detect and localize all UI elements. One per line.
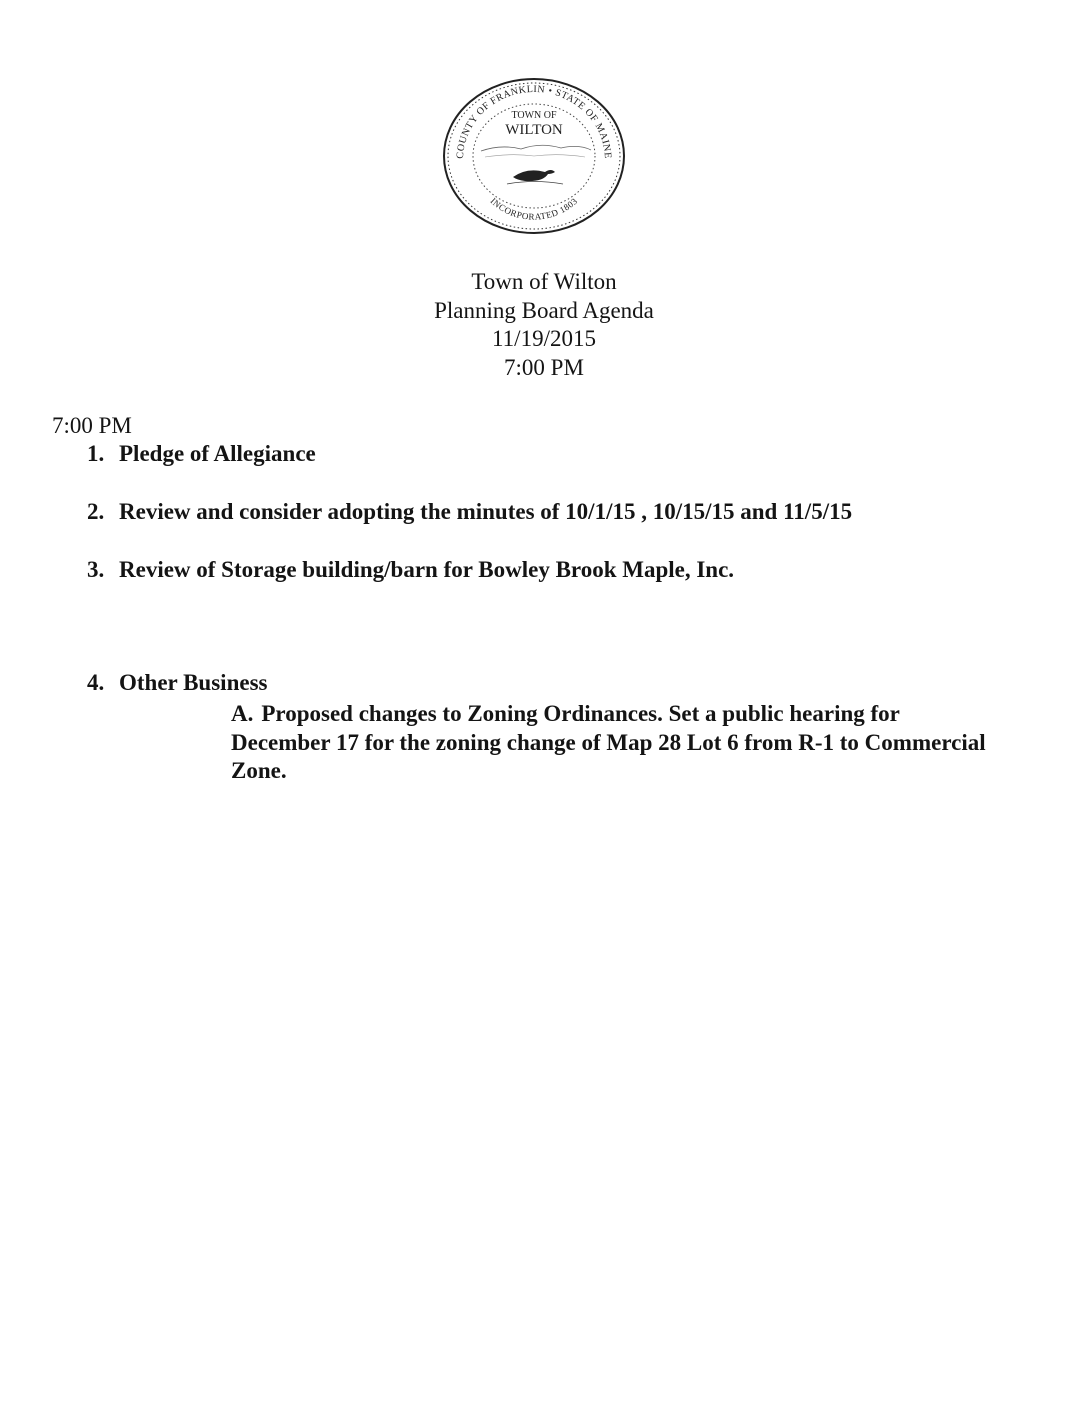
agenda-item-number: 4. [87, 670, 105, 695]
agenda-header [0, 268, 1088, 382]
seal-town-name: WILTON [505, 122, 563, 138]
sub-item-text: Proposed changes to Zoning Ordinances. Set a public hearing for December 17 for the zoning change of Map 28 Lot 6 from R-1 to Commercial Zone. [231, 701, 986, 783]
svg-text:INCORPORATED 1803 [489, 196, 580, 222]
agenda-item-text: Review and consider adopting the minutes of 10/1/15 , 10/15/15 and 11/5/15 [119, 499, 853, 524]
agenda-sub-item [231, 700, 991, 786]
agenda-item-text: Review of Storage building/barn for Bowley Brook Maple, Inc. [119, 557, 735, 582]
sub-item-letter: A. [231, 701, 254, 726]
header-title: Planning Board Agenda [434, 297, 654, 323]
agenda-item [87, 499, 852, 525]
town-seal [441, 76, 627, 236]
agenda-item-text: Other Business [119, 670, 268, 695]
agenda-item-number: 2. [87, 499, 105, 524]
seal-top-small: TOWN OF [511, 110, 557, 121]
header-time: 7:00 PM [504, 354, 584, 380]
seal-bottom-text: INCORPORATED 1803 [488, 195, 580, 222]
agenda-item-number: 1. [87, 441, 105, 466]
agenda-item-number: 3. [87, 557, 105, 582]
agenda-item [87, 557, 734, 583]
seal-outer-text: COUNTY OF FRANKLIN • STATE OF MAINE [454, 83, 614, 160]
agenda-item [87, 441, 316, 467]
agenda-item-text: Pledge of Allegiance [119, 441, 316, 466]
loon-icon [507, 170, 563, 184]
header-town: Town of Wilton [471, 269, 617, 294]
agenda-item [87, 670, 267, 696]
header-date: 11/19/2015 [492, 326, 596, 351]
session-time: 7:00 PM [52, 413, 132, 438]
